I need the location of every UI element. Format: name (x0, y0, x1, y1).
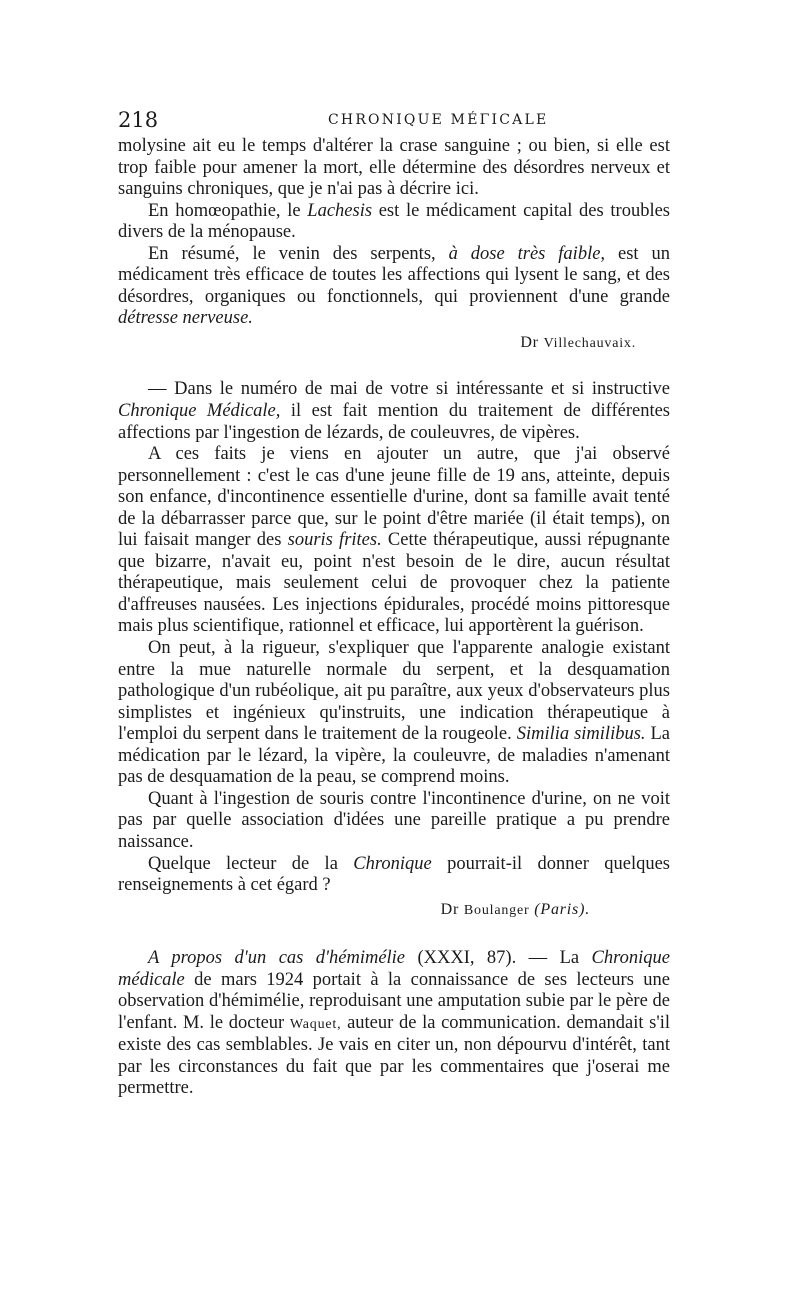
spacer (118, 921, 670, 948)
paragraph (118, 854, 670, 897)
text: (XXXI, 87). — La (405, 948, 592, 969)
text: Quelque lecteur de la (148, 853, 354, 874)
page-body (118, 136, 670, 1100)
italic-text: à dose très faible, (448, 243, 606, 264)
text: pourrait-il donner quelques renseignements à cet égard ? (118, 853, 671, 896)
italic-text: Chronique médicale (118, 948, 671, 990)
paragraph (118, 136, 670, 201)
paragraph (118, 789, 670, 854)
text: de mars 1924 portait à la connaissance de ses lecteurs une observation d'hémimélie, reproduisant une amputation subie par le père de l'enfant. M. le docteur (118, 969, 670, 1033)
text: Quant à l'ingestion de souris contre l'incontinence d'urine, on ne voit pas par quelle association d'idées une pareille pratique a pu prendre naissance. (118, 788, 670, 852)
text: est un médicament très efficace de toutes les affections qui lysent le sang, et des désordres, organiques ou fonctionnels, qui proviennent d'une grande (118, 243, 670, 307)
paragraph (118, 948, 670, 1100)
running-title: CHRONIQUE MÉΓICALE (328, 112, 549, 128)
text: La médication par le lézard, la vipère, la couleuvre, de maladies n'amenant pas de desquamation de la peau, se comprend moins. (118, 724, 670, 788)
text: A ces faits je viens en ajouter un autre, que j'ai observé personnellement : c'est le cas d'une jeune fille de 19 ans, atteinte, depuis son enfance, d'incontinence essentielle d'urine, dont sa famille avait tenté de la débarrasser parce que, sur le point d'être mariée (il était temps), on lui faisait manger des (118, 444, 670, 551)
paragraph (118, 379, 670, 444)
signature-villechauvaix (118, 332, 636, 355)
paragraph (118, 201, 670, 244)
paragraph (118, 638, 670, 789)
text: — Dans le numéro de mai de votre si intéressante et si instructive (148, 379, 670, 400)
sig-name: Villechauvaix. (543, 335, 636, 351)
italic-text: Lachesis (307, 200, 373, 221)
italic-text: détresse nerveuse. (118, 308, 253, 329)
italic-text: Similia similibus. (516, 724, 646, 745)
running-header (118, 108, 670, 134)
page-number: 218 (118, 108, 159, 132)
text: molysine ait eu le temps d'altérer la crase sanguine ; ou bien, si elle est trop faible pour amener la mort, elle détermine des désordres nerveux et sanguins chroniques, que je n'ai pas à décrire ici. (118, 136, 670, 200)
paragraph (118, 244, 670, 330)
text: En résumé, le venin des serpents, (148, 243, 449, 264)
small-caps-name: Waquet, (289, 1016, 342, 1032)
italic-text: Chronique Médicale, (118, 401, 281, 422)
text: est le médicament capital des troubles divers de la ménopause. (118, 200, 670, 243)
text: En homœopathie, le (148, 200, 308, 221)
sig-title: Dr (440, 900, 460, 918)
text: auteur de la communication. demandait s'il existe des cas semblables. Je vais en citer un, non dépourvu d'intérêt, tant par les circonstances du fait que par les commentaires que j'oserai me permettre. (118, 1012, 670, 1099)
sig-name: Boulanger (463, 902, 530, 918)
italic-text: A propos d'un cas d'hémimélie (148, 948, 406, 969)
paragraph (118, 444, 670, 638)
italic-text: Chronique (353, 853, 432, 874)
sig-title: Dr (520, 333, 539, 351)
sig-place: (Paris). (534, 900, 590, 918)
text: il est fait mention du traitement de différentes affections par l'ingestion de lézards, de couleuvres, de vipères. (118, 401, 671, 443)
spacer (118, 354, 670, 379)
signature-boulanger (118, 899, 590, 922)
text: On peut, à la rigueur, s'expliquer que l'apparente analogie existant entre la mue naturelle normale du serpent, et la desquamation pathologique d'un rubéolique, ait pu paraître, aux yeux d'observateurs plus simplistes et ingénieux qu'instruits, une indication thérapeutique à l'emploi du serpent dans le traitement de la rougeole. (118, 638, 670, 745)
text: Cette thérapeutique, aussi répugnante que bizarre, n'avait eu, point n'est besoin de le dire, aucun résultat thérapeutique, mais seulement celui de provoquer chez la patiente d'affreuses nausées. Les injections épidurales, procédé moins pittoresque mais plus scientifique, rationnel et efficace, lui apportèrent la guérison. (118, 530, 670, 637)
italic-text: souris frites. (287, 530, 382, 551)
